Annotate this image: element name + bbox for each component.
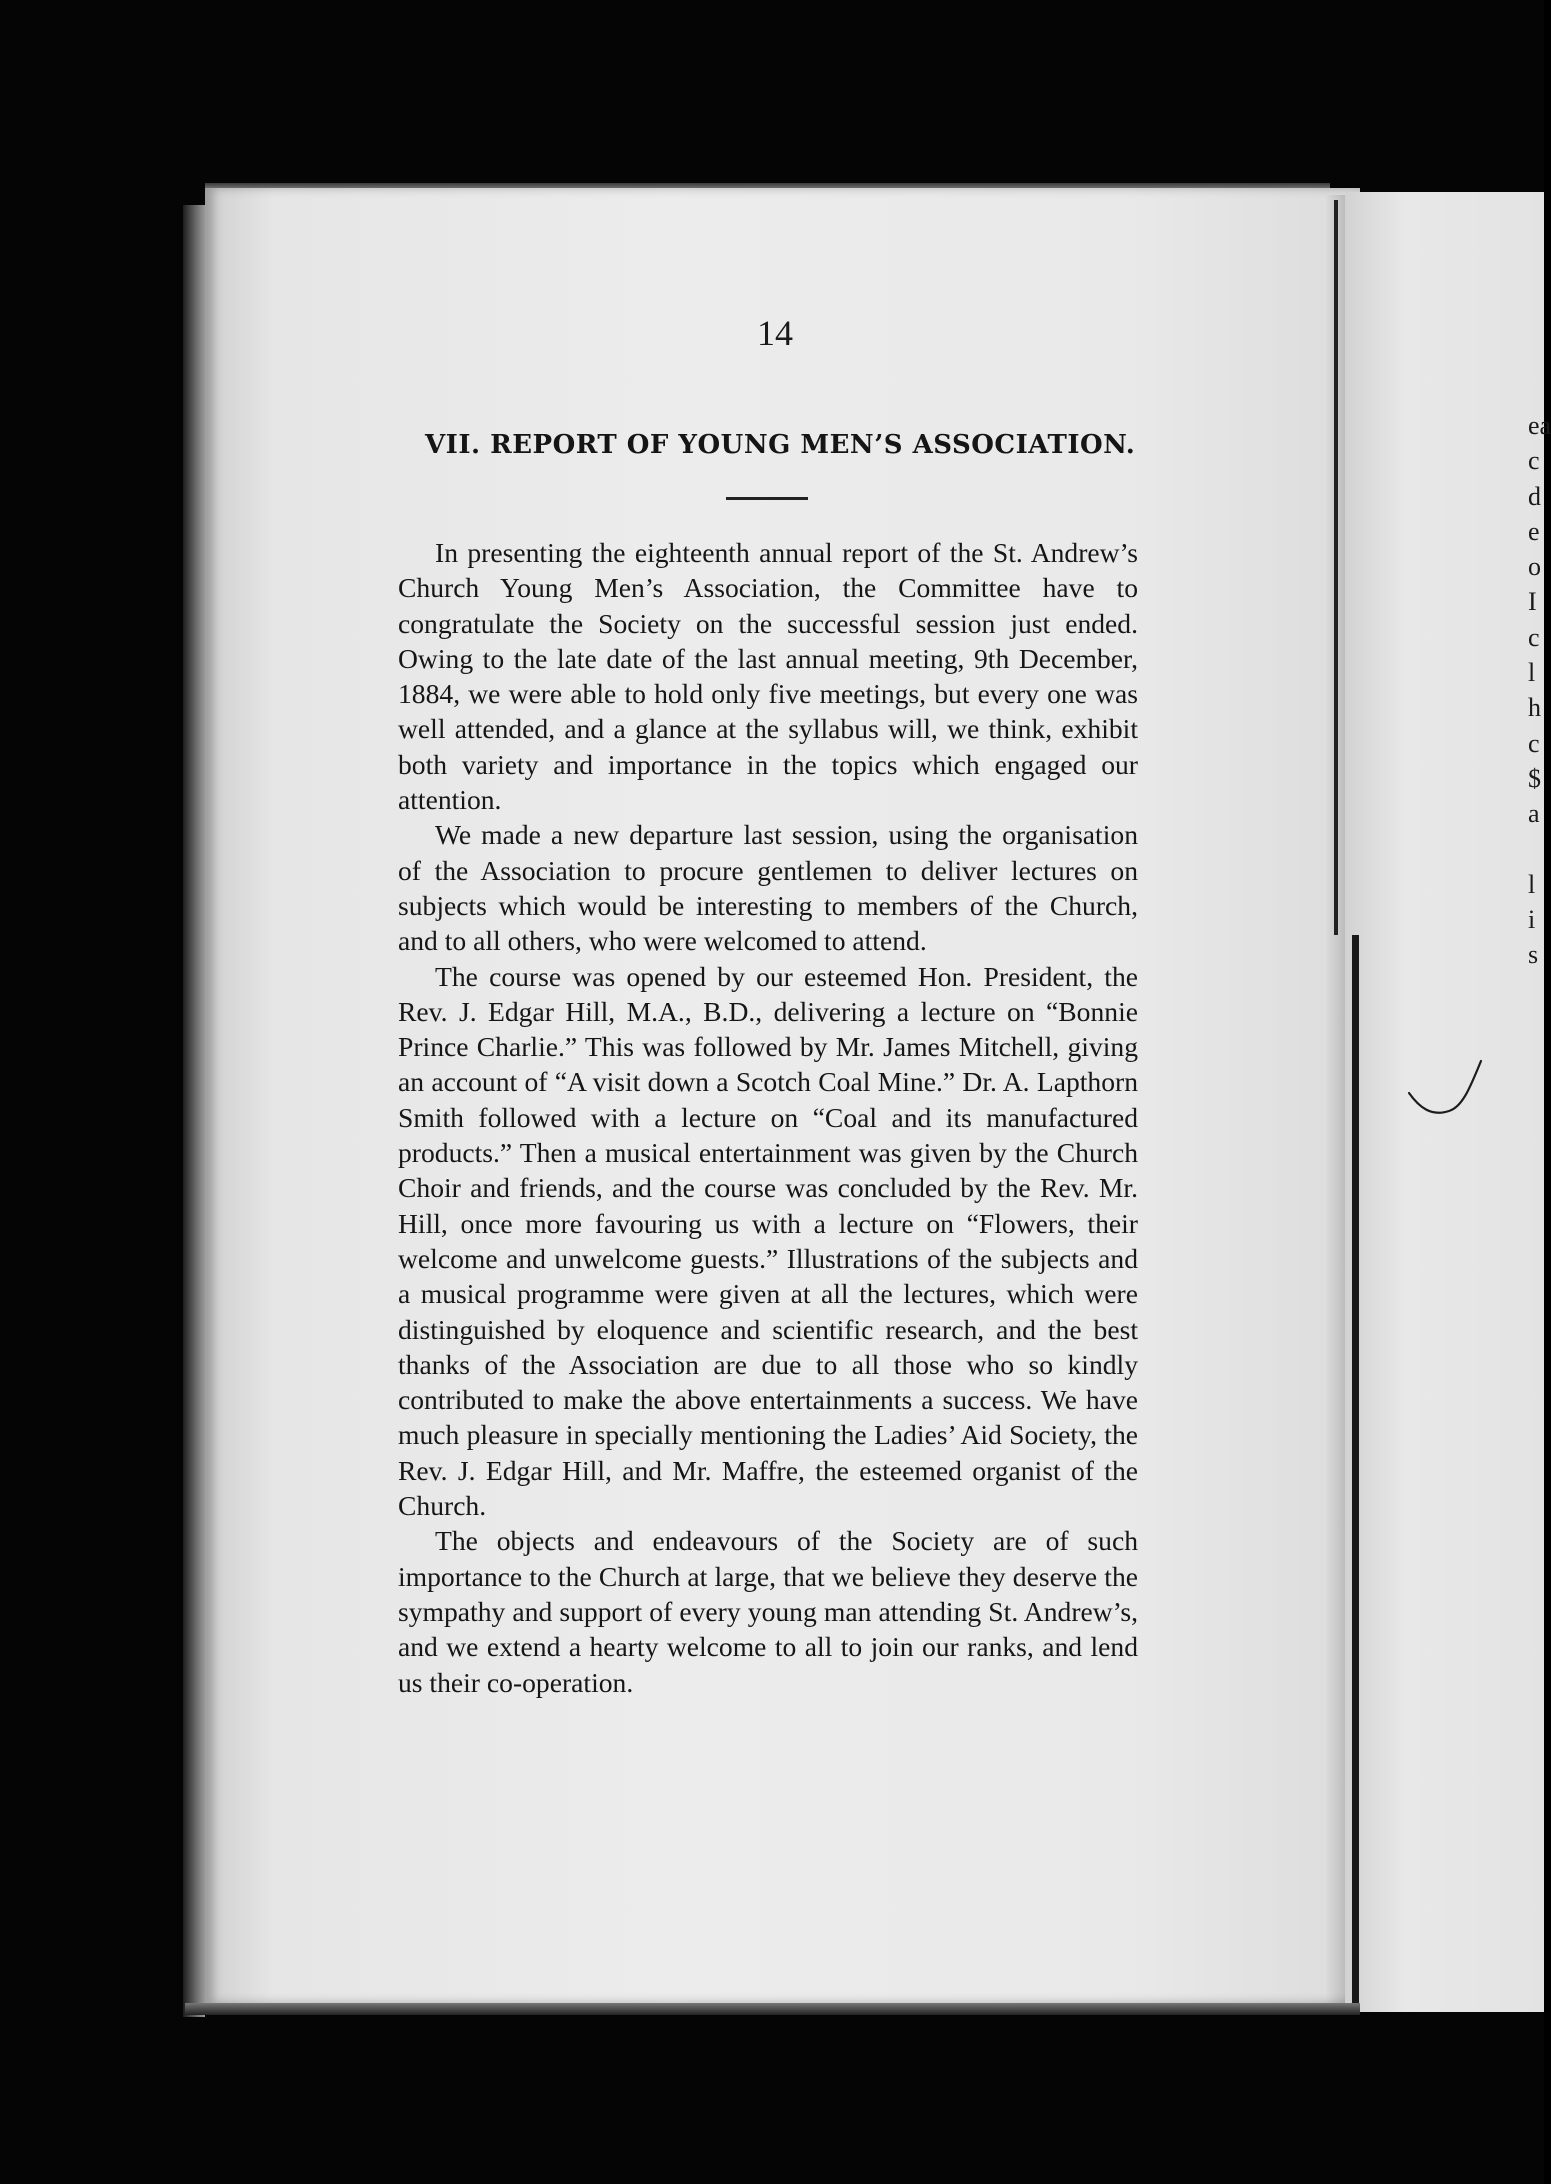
edge-letter: c — [1528, 728, 1540, 758]
edge-letter: l — [1528, 658, 1536, 688]
paragraph: The objects and endeavours of the Society are of such importance to the Church at large, that we believe they deserve the sympathy and support of every young man attending St. Andrew’s, and we extend a hearty welcome to all to join our ranks, and lend us their co-operation. — [398, 1525, 1138, 1698]
gutter-line — [1334, 200, 1338, 935]
edge-letter: l — [1528, 869, 1536, 899]
edge-letter: ea — [1528, 411, 1551, 440]
edge-letter: d — [1528, 481, 1541, 511]
facing-page-edge-text — [1528, 408, 1551, 973]
edge-letter: h — [1528, 693, 1541, 723]
handwritten-check-mark — [1405, 1055, 1495, 1125]
page-left-edge — [183, 205, 205, 2017]
edge-letter: I — [1528, 587, 1537, 617]
section-heading: VII. REPORT OF YOUNG MEN’S ASSOCIATION. — [425, 430, 1136, 460]
edge-letter: c — [1528, 446, 1540, 476]
edge-letter: e — [1528, 516, 1540, 546]
paragraph: In presenting the eighteenth annual report of the St. Andrew’s Church Young Men’s Association, the Committee have to congratulate the Society on the successful session just ended. Owing to the late date of the last annual meeting, 9th December, 1884, we were able to hold only five meetings, but every one was well attended, and a glance at the syllabus will, we think, exhibit both variety and importance in the topics which engaged our attention. — [398, 537, 1138, 816]
edge-letter: o — [1528, 552, 1541, 582]
gutter-line-lower — [1352, 935, 1359, 2015]
edge-letter: c — [1528, 622, 1540, 652]
edge-letter: a — [1528, 799, 1540, 829]
edge-letter: $ — [1528, 763, 1541, 793]
heading-rule — [726, 497, 808, 500]
edge-letter: s — [1528, 940, 1539, 970]
page-number: 14 — [757, 313, 793, 353]
edge-letter — [1528, 832, 1548, 867]
paragraph: We made a new departure last session, using the organisation of the Association to procure gentlemen to deliver lectures on subjects which would be interesting to members of the Church, and to all others, who were welcomed to attend. — [398, 819, 1138, 957]
edge-letter: i — [1528, 905, 1536, 935]
paragraph: The course was opened by our esteemed Hon. President, the Rev. J. Edgar Hill, M.A., B.D., delivering a lecture on “Bonnie Prince Charlie.” This was followed by Mr. James Mitchell, giving an account of “A visit down a Scotch Coal Mine.” Dr. A. Lapthorn Smith followed with a lecture on “Coal and its manufactured products.” Then a musical entertainment was given by the Church Choir and friends, and the course was concluded by the Rev. Mr. Hill, once more favouring us with a lecture on “Flowers, their welcome and unwelcome guests.” Illustrations of the subjects and a musical programme were given at all the lectures, which were distinguished by eloquence and scientific research, and the best thanks of the Association are due to all those who so kindly contributed to make the above entertainments a success. We have much pleasure in specially mentioning the Ladies’ Aid Society, the Rev. J. Edgar Hill, and Mr. Maffre, the esteemed organist of the Church. — [398, 960, 1138, 1522]
body-text — [398, 535, 1138, 1700]
page-bottom-edge — [185, 2003, 1360, 2015]
